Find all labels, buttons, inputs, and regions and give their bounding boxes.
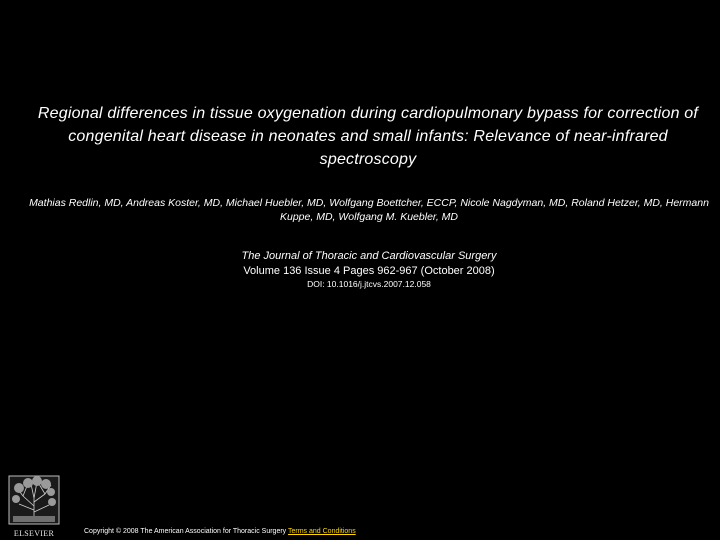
journal-volume: Volume 136 Issue 4 Pages 962-967 (October 2008) xyxy=(243,265,495,277)
terms-and-conditions-link[interactable]: Terms and Conditions xyxy=(288,528,356,535)
copyright-text: Copyright © 2008 The American Association for Thoracic Surgery xyxy=(84,528,287,535)
copyright-line xyxy=(84,527,356,536)
journal-citation xyxy=(160,249,578,279)
elsevier-logo xyxy=(5,472,63,538)
author-list: Mathias Redlin, MD, Andreas Koster, MD, Michael Huebler, MD, Wolfgang Boettcher, ECCP, Nicole Nagdyman, MD, Roland Hetzer, MD, Hermann Kuppe, MD, Wolfgang M. Kuebler, MD xyxy=(29,197,709,223)
elsevier-tree-icon xyxy=(5,472,63,528)
doi-text: DOI: 10.1016/j.jtcvs.2007.12.058 xyxy=(307,279,431,289)
article-title: Regional differences in tissue oxygenation during cardiopulmonary bypass for correction of congenital heart disease in neonates and small infants: Relevance of near-infrared spectroscopy xyxy=(37,105,699,168)
elsevier-logo-text: ELSEVIER xyxy=(13,529,55,538)
journal-name: The Journal of Thoracic and Cardiovascular Surgery xyxy=(241,250,497,262)
